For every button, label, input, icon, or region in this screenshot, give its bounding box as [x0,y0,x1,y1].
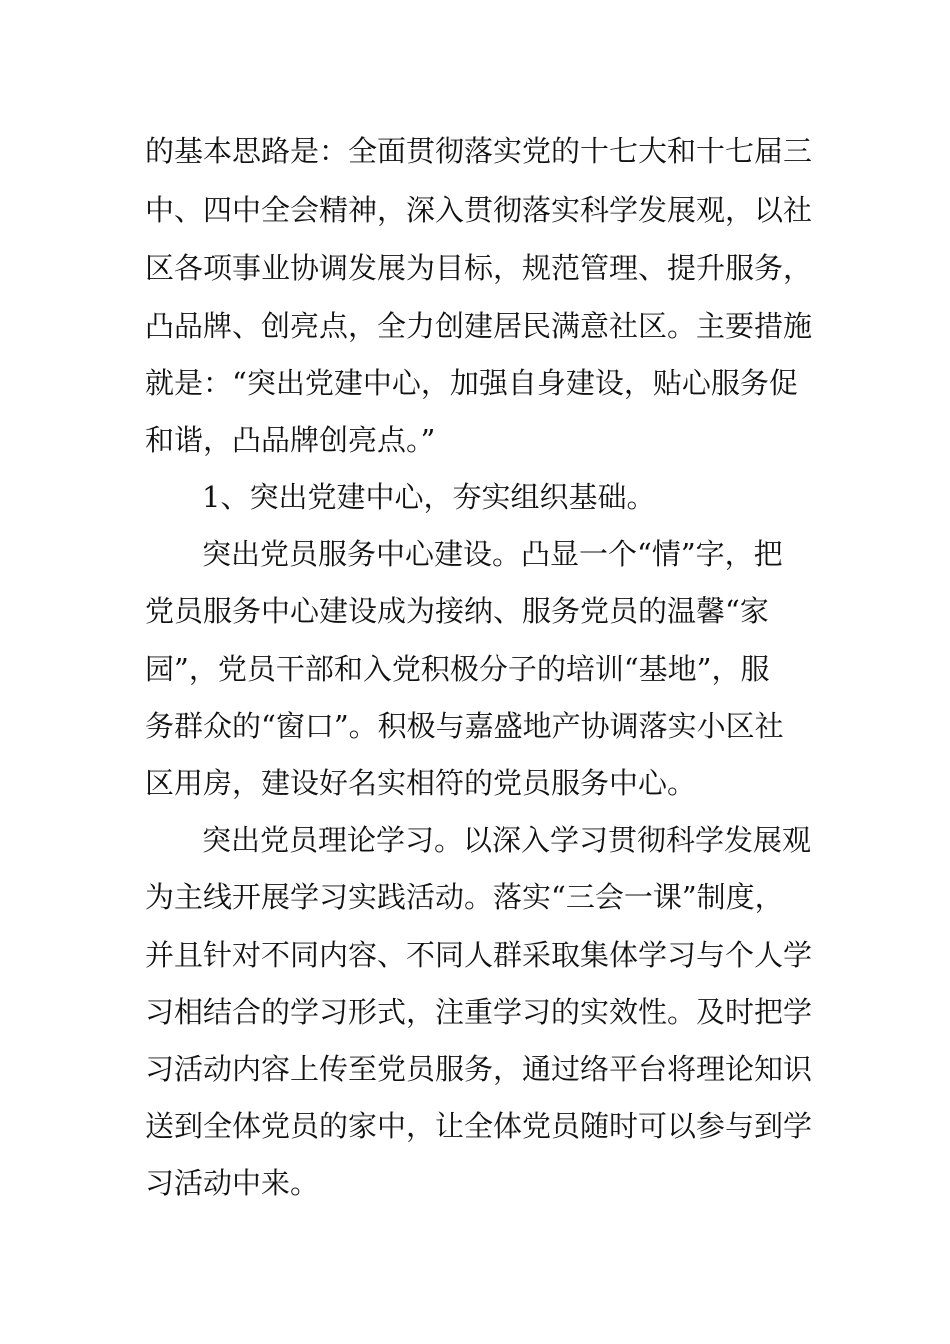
text-line: 和谐，凸品牌创亮点。” [145,423,436,457]
text-line: 园”，党员干部和入党积极分子的培训“基地”，服 [145,652,770,686]
text-line: 习活动内容上传至党员服务，通过络平台将理论知识 [145,1052,813,1086]
text-line: 区用房，建设好名实相符的党员服务中心。 [145,766,697,800]
text-line: 的基本思路是：全面贯彻落实党的十七大和十七届三 [145,134,813,168]
text-line: 习相结合的学习形式，注重学习的实效性。及时把学 [145,995,813,1029]
text-line: 区各项事业协调发展为目标，规范管理、提升服务， [145,251,813,285]
text-line: 为主线开展学习实践活动。落实“三会一课”制度， [145,880,784,914]
text-line: 务群众的“窗口”。积极与嘉盛地产协调落实小区社 [145,709,784,743]
text-line: 送到全体党员的家中，让全体党员随时可以参与到学 [145,1109,813,1143]
section-heading: 1、突出党建中心，夯实组织基础。 [202,480,656,514]
text-line: 突出党员服务中心建设。凸显一个“情”字，把 [202,537,783,571]
text-line: 突出党员理论学习。以深入学习贯彻科学发展观 [202,823,812,857]
text-line: 就是：“突出党建中心，加强自身建设，贴心服务促 [145,366,798,400]
text-line: 党员服务中心建设成为接纳、服务党员的温馨“家 [145,594,769,628]
text-line: 习活动中来。 [145,1166,320,1200]
text-line: 凸品牌、创亮点，全力创建居民满意社区。主要措施 [145,309,813,343]
text-line: 并且针对不同内容、不同人群采取集体学习与个人学 [145,938,813,972]
text-line: 中、四中全会精神，深入贯彻落实科学发展观，以社 [145,193,813,227]
